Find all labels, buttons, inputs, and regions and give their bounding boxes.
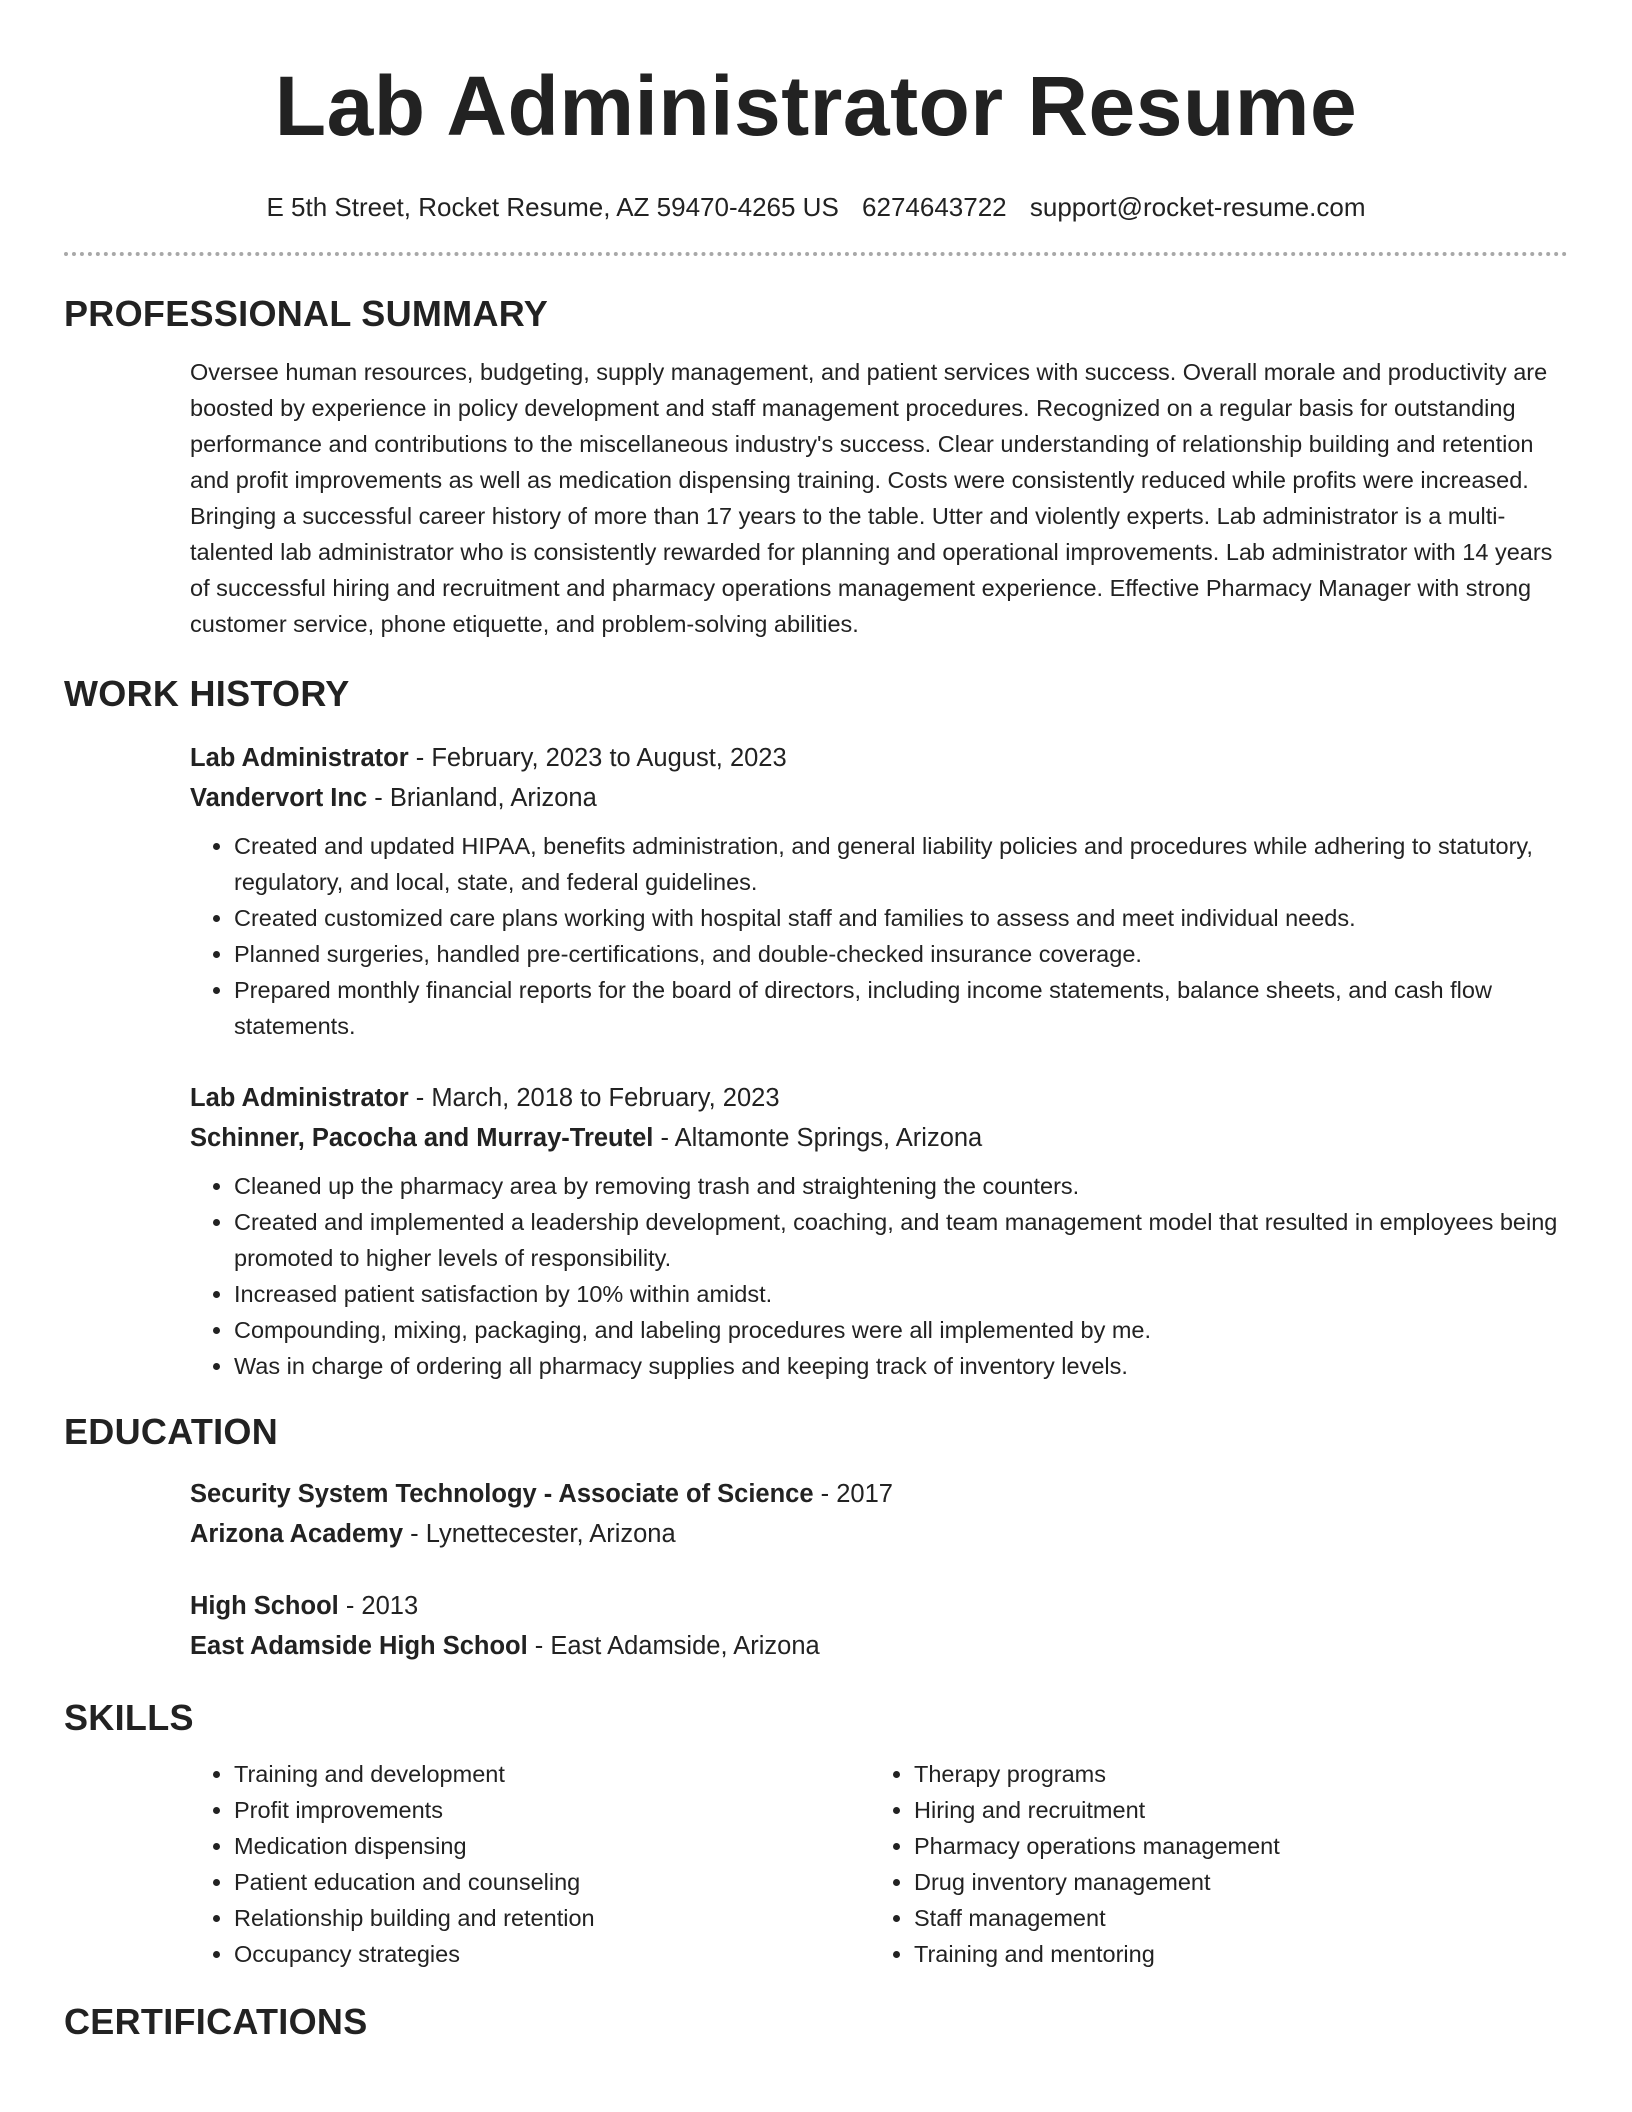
work-history-heading: WORK HISTORY	[64, 673, 350, 714]
job-location: - Brianland, Arizona	[367, 784, 597, 812]
skills-heading: SKILLS	[64, 1697, 194, 1738]
education-degree-line	[190, 1474, 1568, 1514]
skill-item: • Staff management	[914, 1900, 1550, 1936]
education-school: East Adamside High School	[190, 1632, 528, 1660]
job-location: - Altamonte Springs, Arizona	[653, 1124, 983, 1152]
education-location: - East Adamside, Arizona	[527, 1632, 820, 1660]
job-bullet: • Was in charge of ordering all pharmacy supplies and keeping track of inventory levels.	[234, 1348, 1568, 1384]
contact-email: support@rocket-resume.com	[1029, 192, 1366, 222]
job-title-line	[190, 738, 1568, 778]
job-bullet: • Prepared monthly financial reports for the board of directors, including income statements, balance sheets, and cash flow statements.	[234, 972, 1568, 1044]
education-school: Arizona Academy	[190, 1520, 404, 1548]
summary-section	[64, 292, 1568, 642]
education-year: - 2013	[338, 1592, 419, 1620]
education-entry	[190, 1474, 1568, 1554]
education-year: - 2017	[813, 1480, 893, 1508]
skill-item: • Training and mentoring	[914, 1936, 1550, 1972]
job-entry	[190, 1078, 1568, 1384]
job-company: Schinner, Pacocha and Murray-Treutel	[190, 1124, 654, 1152]
skill-item: • Patient education and counseling	[234, 1864, 870, 1900]
education-degree: High School	[190, 1592, 339, 1620]
job-bullet: • Cleaned up the pharmacy area by removing trash and straightening the counters.	[234, 1168, 1568, 1204]
summary-text: Oversee human resources, budgeting, supply management, and patient services with success. Overall morale and productivity are boosted by experience in policy development and staff management procedures. Recognized on a regular basis for outstanding performance and contributions to the miscellaneous industry's success. Clear understanding of relationship building and retention and profit improvements as well as medication dispensing training. Costs were consistently reduced while profits were increased. Bringing a successful career history of more than 17 years to the table. Utter and violently experts. Lab administrator is a multi-talented lab administrator who is consistently rewarded for planning and operational improvements. Lab administrator with 14 years of successful hiring and recruitment and pharmacy operations management experience. Effective Pharmacy Manager with strong customer service, phone etiquette, and problem-solving abilities.	[190, 359, 1553, 637]
education-entry	[190, 1586, 1568, 1666]
skill-item: • Medication dispensing	[234, 1828, 870, 1864]
skill-item: • Profit improvements	[234, 1792, 870, 1828]
job-title: Lab Administrator	[190, 744, 409, 772]
job-bullet: • Compounding, mixing, packaging, and labeling procedures were all implemented by me.	[234, 1312, 1568, 1348]
education-degree: Security System Technology - Associate of Science	[190, 1480, 814, 1508]
job-bullets	[190, 1168, 1568, 1384]
summary-heading: PROFESSIONAL SUMMARY	[64, 293, 549, 334]
education-location: - Lynettecester, Arizona	[403, 1520, 676, 1548]
job-entry	[190, 738, 1568, 1044]
job-title: Lab Administrator	[190, 1084, 409, 1112]
contact-phone: 6274643722	[862, 192, 1007, 222]
job-company-line	[190, 1118, 1568, 1158]
job-title-line	[190, 1078, 1568, 1118]
skills-section	[64, 1696, 1568, 1972]
job-bullet: • Created and implemented a leadership development, coaching, and team management model that resulted in employees being promoted to higher levels of responsibility.	[234, 1204, 1568, 1276]
skill-item: • Hiring and recruitment	[914, 1792, 1550, 1828]
job-company: Vandervort Inc	[190, 784, 368, 812]
skills-columns	[64, 1756, 1568, 1972]
contact-address: E 5th Street, Rocket Resume, AZ 59470-4265 US	[266, 192, 839, 222]
skill-item: • Occupancy strategies	[234, 1936, 870, 1972]
job-dates: - March, 2018 to February, 2023	[408, 1084, 780, 1112]
job-company-line	[190, 778, 1568, 818]
skill-item: • Pharmacy operations management	[914, 1828, 1550, 1864]
job-bullet: • Increased patient satisfaction by 10% within amidst.	[234, 1276, 1568, 1312]
work-history-section	[64, 672, 1568, 1384]
education-heading: EDUCATION	[64, 1411, 279, 1452]
job-bullet: • Created customized care plans working with hospital staff and families to assess and meet individual needs.	[234, 900, 1568, 936]
job-dates: - February, 2023 to August, 2023	[408, 744, 787, 772]
header-divider	[64, 252, 1568, 256]
education-school-line	[190, 1514, 1568, 1554]
education-section	[64, 1410, 1568, 1666]
skills-list-right	[870, 1756, 1550, 1972]
education-degree-line	[190, 1586, 1568, 1626]
skill-item: • Training and development	[234, 1756, 870, 1792]
skill-item: • Relationship building and retention	[234, 1900, 870, 1936]
job-bullet: • Planned surgeries, handled pre-certifications, and double-checked insurance coverage.	[234, 936, 1568, 972]
certifications-heading: CERTIFICATIONS	[64, 2001, 368, 2042]
job-bullets	[190, 828, 1568, 1044]
page-title: Lab Administrator Resume	[274, 59, 1358, 153]
job-bullet: • Created and updated HIPAA, benefits administration, and general liability policies and procedures while adhering to statutory, regulatory, and local, state, and federal guidelines.	[234, 828, 1568, 900]
education-school-line	[190, 1626, 1568, 1666]
certifications-section	[64, 2000, 1568, 2044]
skills-list-left	[190, 1756, 870, 1972]
skill-item: • Drug inventory management	[914, 1864, 1550, 1900]
skill-item: • Therapy programs	[914, 1756, 1550, 1792]
contact-line	[64, 190, 1568, 224]
